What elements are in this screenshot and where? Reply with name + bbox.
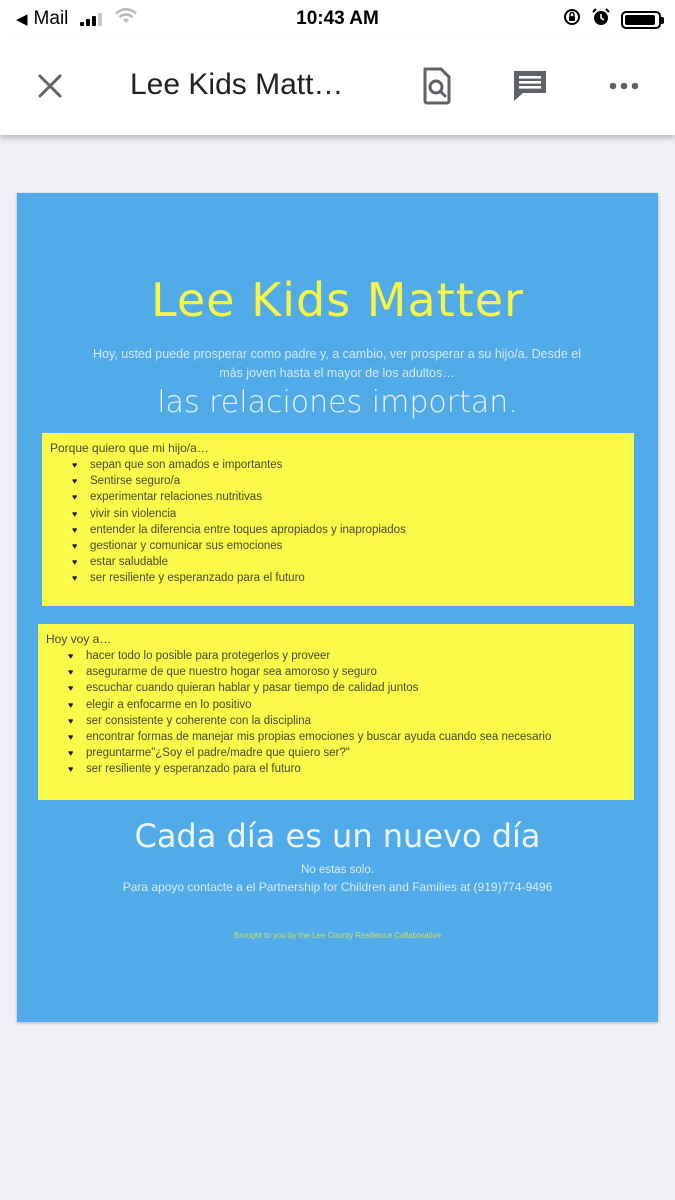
closing-note: No estas solo. xyxy=(301,864,374,876)
list-item-text: elegir a enfocarme en lo positivo xyxy=(86,698,252,711)
flyer-intro xyxy=(87,345,587,383)
close-icon xyxy=(37,73,63,99)
intro-line-2: más joven hasta el mayor de los adultos… xyxy=(219,366,455,380)
flyer-subtitle: las relaciones importan. xyxy=(157,385,518,420)
list-item-text: vivir sin violencia xyxy=(90,507,177,520)
list-item-text: preguntarme"¿Soy el padre/madre que quiero ser?" xyxy=(86,747,350,760)
heart-bullet-icon: ♥ xyxy=(72,573,78,584)
list-item-text: Sentirse seguro/a xyxy=(90,475,181,488)
list-item xyxy=(68,664,626,680)
status-bar xyxy=(0,0,675,38)
list-item xyxy=(68,680,626,696)
list-item-text: hacer todo lo posible para protegerlos y proveer xyxy=(86,650,331,662)
list-item-text: estar saludable xyxy=(90,556,168,569)
child-wishes-list xyxy=(50,457,626,587)
heart-bullet-icon: ♥ xyxy=(68,764,74,775)
heart-bullet-icon: ♥ xyxy=(68,699,74,710)
list-item xyxy=(68,761,626,777)
list-item-text: entender la diferencia entre toques apropiados y inapropiados xyxy=(90,523,406,536)
closing-headline: Cada día es un nuevo día xyxy=(134,817,541,855)
rotation-lock-icon xyxy=(563,8,581,32)
list-item xyxy=(72,538,626,554)
close-button[interactable] xyxy=(32,68,68,104)
list-item xyxy=(68,745,626,761)
list-item-text: escuchar cuando quieran hablar y pasar tiempo de calidad juntos xyxy=(86,682,419,695)
heart-bullet-icon: ♥ xyxy=(72,508,78,519)
list-item xyxy=(68,713,626,729)
parent-commitments-list xyxy=(46,648,626,778)
heart-bullet-icon: ♥ xyxy=(68,667,74,678)
heart-bullet-icon: ♥ xyxy=(68,683,74,694)
list-item xyxy=(68,697,626,713)
list-item xyxy=(68,729,626,745)
status-time: 10:43 AM xyxy=(296,8,379,29)
list-item-text: encontrar formas de manejar mis propias emociones y buscar ayuda cuando sea necesario xyxy=(86,731,552,744)
list-item-text: ser resiliente y esperanzado para el futuro xyxy=(90,572,305,585)
comments-button[interactable] xyxy=(510,66,550,106)
more-options-button[interactable] xyxy=(604,66,644,106)
comment-icon xyxy=(511,68,549,104)
box-heading: Porque quiero que mi hijo/a… xyxy=(50,441,209,455)
document-toolbar xyxy=(0,38,675,135)
heart-bullet-icon: ♥ xyxy=(68,732,74,743)
list-item-text: ser resiliente y esperanzado para el futuro xyxy=(86,763,301,776)
child-wishes-box xyxy=(42,433,634,606)
find-in-document-button[interactable] xyxy=(417,66,457,106)
list-item xyxy=(72,570,626,586)
list-item xyxy=(72,522,626,538)
battery-icon xyxy=(621,11,661,29)
list-item xyxy=(72,457,626,473)
list-item xyxy=(72,506,626,522)
heart-bullet-icon: ♥ xyxy=(72,557,78,568)
heart-bullet-icon: ♥ xyxy=(68,715,74,726)
list-item xyxy=(72,473,626,489)
list-item-text: gestionar y comunicar sus emociones xyxy=(90,540,283,553)
heart-bullet-icon: ♥ xyxy=(72,524,78,535)
back-arrow-icon: ◀ xyxy=(16,11,28,28)
heart-bullet-icon: ♥ xyxy=(68,748,74,759)
battery-level xyxy=(625,15,655,25)
heart-bullet-icon: ♥ xyxy=(72,492,78,503)
box-heading: Hoy voy a… xyxy=(46,632,112,646)
document-title: Lee Kids Matt… xyxy=(130,68,344,101)
list-item-text: experimentar relaciones nutritivas xyxy=(90,491,262,504)
more-icon xyxy=(608,81,640,91)
document-page xyxy=(17,193,658,1022)
flyer-title: Lee Kids Matter xyxy=(151,273,524,327)
alarm-icon xyxy=(591,7,611,33)
parent-commitments-box xyxy=(38,624,634,800)
flyer-footer: Brought to you by the Lee County Resilience Collaborative xyxy=(233,931,442,940)
heart-bullet-icon: ♥ xyxy=(72,460,78,470)
list-item xyxy=(72,489,626,505)
list-item xyxy=(68,648,626,664)
back-app-label: Mail xyxy=(33,8,69,29)
list-item-text: asegurarme de que nuestro hogar sea amoroso y seguro xyxy=(86,666,377,679)
heart-bullet-icon: ♥ xyxy=(72,541,78,552)
contact-line: Para apoyo contacte a el Partnership for Children and Families at (919)774-9496 xyxy=(122,880,553,894)
list-item-text: sepan que son amados e importantes xyxy=(90,459,283,471)
intro-line-1: Hoy, usted puede prosperar como padre y, a cambio, ver prosperar a su hijo/a. Desde el xyxy=(93,347,581,361)
document-search-icon xyxy=(421,67,453,105)
list-item xyxy=(72,554,626,570)
list-item-text: ser consistente y coherente con la disciplina xyxy=(86,714,312,727)
heart-bullet-icon: ♥ xyxy=(68,651,74,661)
heart-bullet-icon: ♥ xyxy=(72,476,78,487)
